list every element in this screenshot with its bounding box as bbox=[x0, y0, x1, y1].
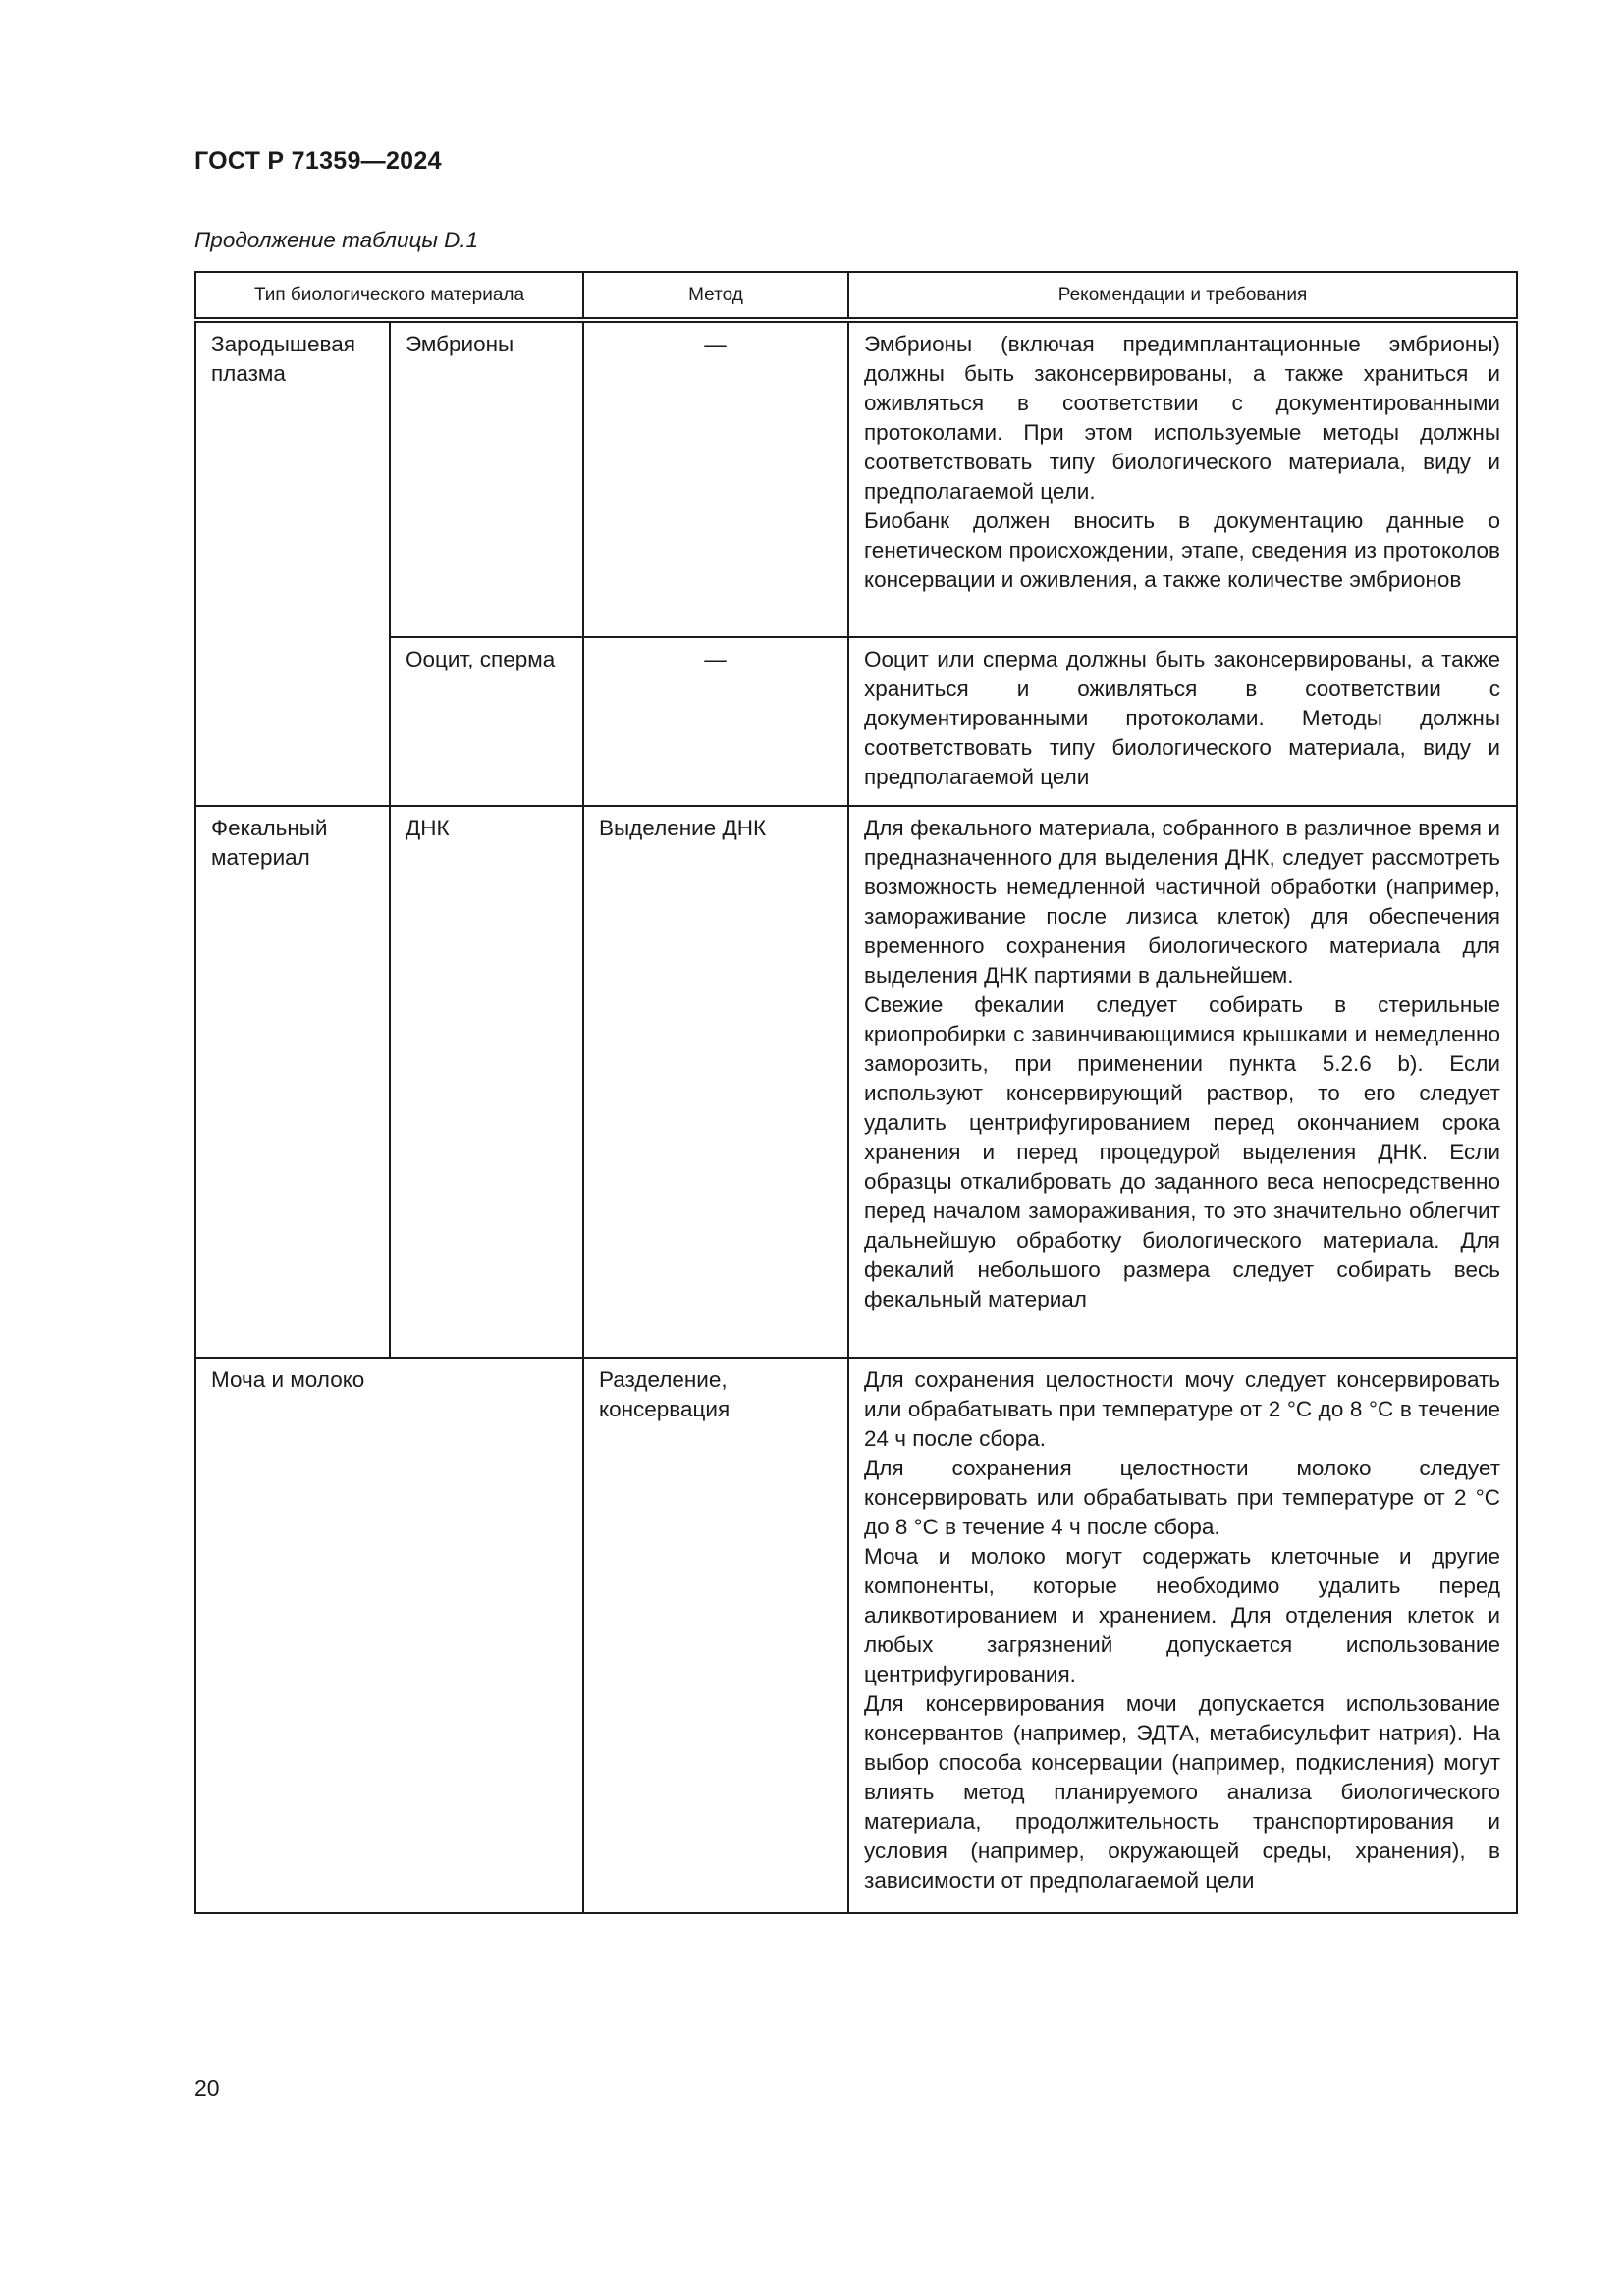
header-material-type: Тип биологического материала bbox=[195, 272, 583, 320]
recommendation-cell bbox=[848, 320, 1517, 637]
method-cell: Выделение ДНК bbox=[583, 806, 848, 1358]
row-group-cell: Зародышевая плазма bbox=[195, 320, 390, 806]
recommendation-paragraph: Для фекального материала, собранного в различное время и предназначенного для выделения ДНК, следует рассмотреть возможность немедленной частичной обработки (например, замораживание после лизиса клеток) для обеспечения временного сохранения биологического материала для выделения ДНК партиями в дальнейшем. bbox=[864, 816, 1500, 988]
method-cell: Разделение, консервация bbox=[583, 1358, 848, 1913]
page-number: 20 bbox=[194, 2075, 220, 2101]
recommendation-paragraph: Для сохранения целостности мочу следует консервировать или обрабатывать при температуре от 2 °С до 8 °С в течение 24 ч после сбора. bbox=[864, 1367, 1500, 1451]
table-caption: Продолжение таблицы D.1 bbox=[194, 228, 479, 252]
recommendation-cell bbox=[848, 806, 1517, 1358]
method-cell: — bbox=[583, 637, 848, 806]
table-row bbox=[195, 806, 1517, 1358]
material-cell: ДНК bbox=[390, 806, 583, 1358]
recommendation-cell bbox=[848, 637, 1517, 806]
row-group-cell: Фекальный материал bbox=[195, 806, 390, 1358]
method-cell: — bbox=[583, 320, 848, 637]
recommendation-paragraph: Эмбрионы (включая предимплантационные эмбрионы) должны быть законсервированы, а также храниться и оживляться в соответствии с документированными протоколами. При этом используемые методы должны соответствовать типу биологического материала, виду и предполагаемой цели. bbox=[864, 332, 1500, 504]
header-recommendations: Рекомендации и требования bbox=[848, 272, 1517, 320]
data-table bbox=[194, 271, 1518, 1914]
material-cell: Эмбрионы bbox=[390, 320, 583, 637]
recommendation-cell bbox=[848, 1358, 1517, 1913]
header-method: Метод bbox=[583, 272, 848, 320]
recommendation-paragraph: Моча и молоко могут содержать клеточные и другие компоненты, которые необходимо удалить перед аликвотированием и хранением. Для отделения клеток и любых загрязнений допускается использование центрифугирования. bbox=[864, 1544, 1500, 1686]
document-header: ГОСТ Р 71359—2024 bbox=[194, 147, 442, 175]
table-row bbox=[195, 637, 1517, 806]
row-group-cell: Моча и молоко bbox=[195, 1358, 583, 1913]
recommendation-paragraph: Биобанк должен вносить в документацию данные о генетическом происхождении, этапе, сведения из протоколов консервации и оживления, а также количестве эмбрионов bbox=[864, 508, 1500, 592]
table-header-row bbox=[195, 272, 1517, 320]
table-row bbox=[195, 320, 1517, 637]
table-row bbox=[195, 1358, 1517, 1913]
recommendation-paragraph: Для сохранения целостности молоко следует консервировать или обрабатывать при температуре от 2 °С до 8 °С в течение 4 ч после сбора. bbox=[864, 1456, 1500, 1539]
material-cell: Ооцит, сперма bbox=[390, 637, 583, 806]
recommendation-paragraph: Ооцит или сперма должны быть законсервированы, а также храниться и оживляться в соответствии с документированными протоколами. Методы должны соответствовать типу биологического материала, виду и предполагаемой цели bbox=[864, 647, 1500, 789]
recommendation-paragraph: Свежие фекалии следует собирать в стерильные криопробирки с завинчивающимися крышками и немедленно заморозить, при применении пункта 5.2.6 b). Если используют консервирующий раствор, то его следует удалить центрифугированием перед окончанием срока хранения и перед процедурой выделения ДНК. Если образцы откалибровать до заданного веса непосредственно перед началом замораживания, то это значительно облегчит дальнейшую обработку биологического материала. Для фекалий небольшого размера следует собирать весь фекальный материал bbox=[864, 992, 1500, 1311]
recommendation-paragraph: Для консервирования мочи допускается использование консервантов (например, ЭДТА, метабисульфит натрия). На выбор способа консервации (например, подкисления) могут влиять метод планируемого анализа биологического материала, продолжительность транспортирования и условия (например, окружающей среды, хранения), в зависимости от предполагаемой цели bbox=[864, 1691, 1500, 1893]
